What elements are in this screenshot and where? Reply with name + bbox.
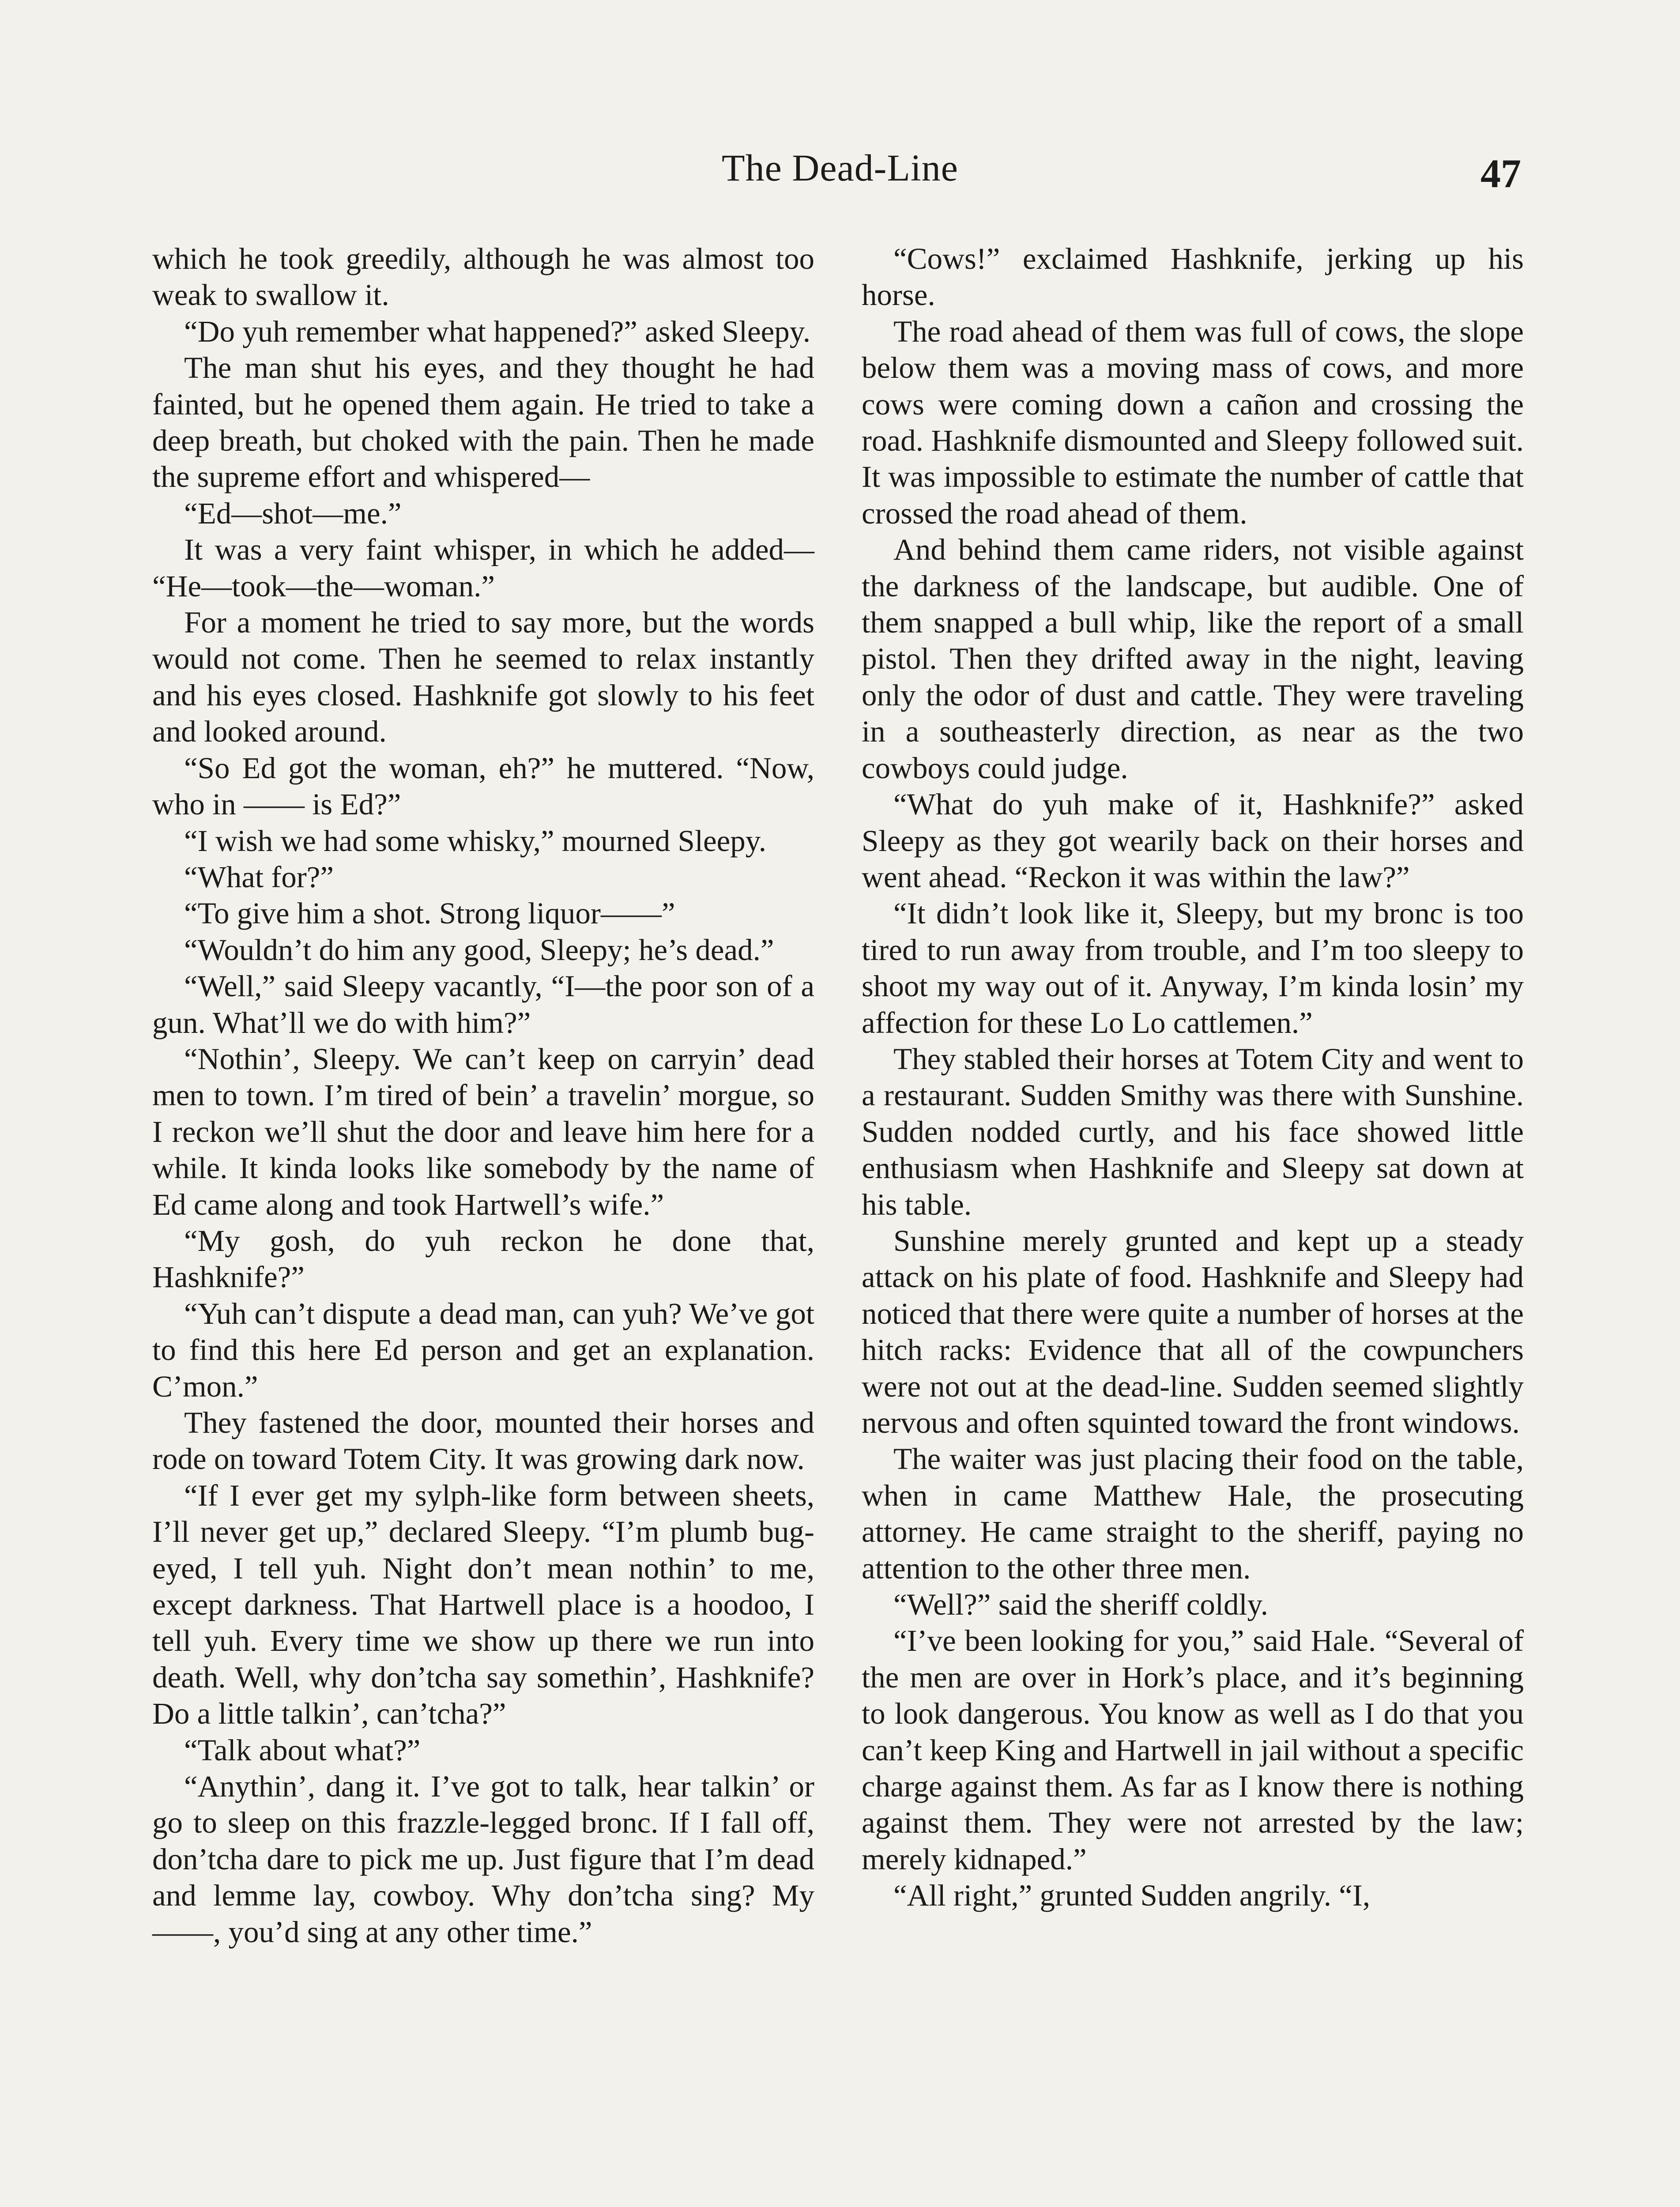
paragraph: “Ed—shot—me.” [184, 496, 402, 530]
paragraph: “If I ever get my sylph-like form between sheets, I’ll never get up,” declared Sleepy. “I’m plumb bug-eyed, I tell yuh. Night don’t mean nothin’ to me, except darkness. That Hartwell place is a hoodoo, I tell yuh. Every time we show up there we run into death. Well, why don’tcha say somethin’, Hashknife? Do a little talkin’, can’tcha?” [152, 1478, 814, 1731]
paragraph: “Well,” said Sleepy vacantly, “I—the poor son of a gun. What’ll we do with him?” [152, 969, 814, 1039]
paragraph: “I’ve been looking for you,” said Hale. “Several of the men are over in Hork’s place, and it’s beginning to look dangerous. You know as well as I do that you can’t keep King and Hartwell in jail without a specific charge against them. As far as I know there is nothing against them. They were not arrested by the law; merely kidnaped.” [862, 1624, 1524, 1876]
paragraph: “Talk about what?” [184, 1733, 421, 1767]
paragraph: “What do yuh make of it, Hashknife?” asked Sleepy as they got wearily back on their horses and went ahead. “Reckon it was within the law?” [862, 787, 1524, 894]
paragraph: “Yuh can’t dispute a dead man, can yuh? We’ve got to find this here Ed person and get an explanation. C’mon.” [152, 1296, 814, 1403]
paragraph: “My gosh, do yuh reckon he done that, Hashknife?” [152, 1224, 814, 1294]
paragraph: “Wouldn’t do him any good, Sleepy; he’s dead.” [184, 933, 774, 967]
paragraph: which he took greedily, although he was almost too weak to swallow it. [152, 242, 814, 312]
paragraph: They stabled their horses at Totem City and went to a restaurant. Sudden Smithy was there with Sunshine. Sudden nodded curtly, and his face showed little enthusiasm when Hashknife and Sleepy sat down at his table. [862, 1042, 1524, 1221]
paragraph: “Cows!” exclaimed Hashknife, jerking up his horse. [862, 242, 1524, 312]
paragraph: The man shut his eyes, and they thought he had fainted, but he opened them again. He tried to take a deep breath, but choked with the pain. Then he made the supreme effort and whispered— [152, 351, 814, 494]
paragraph: They fastened the door, mounted their horses and rode on toward Totem City. It was growing dark now. [152, 1406, 814, 1476]
paragraph: “Nothin’, Sleepy. We can’t keep on carryin’ dead men to town. I’m tired of bein’ a travelin’ morgue, so I reckon we’ll shut the door and leave him here for a while. It kinda looks like somebody by the name of Ed came along and took Hartwell’s wife.” [152, 1042, 814, 1221]
paragraph: “Anythin’, dang it. I’ve got to talk, hear talkin’ or go to sleep on this frazzle-legged bronc. If I fall off, don’tcha dare to pick me up. Just figure that I’m dead and lemme lay, cowboy. Why don’tcha sing? My ——, you’d sing at any other time.” [152, 1770, 814, 1949]
left-text-column [152, 241, 814, 1950]
paragraph: And behind them came riders, not visible against the darkness of the landscape, but audible. One of them snapped a bull whip, like the report of a small pistol. Then they drifted away in the night, leaving only the odor of dust and cattle. They were traveling in a southeasterly direction, as near as the two cowboys could judge. [862, 533, 1524, 785]
paragraph: “Do yuh remember what happened?” asked Sleepy. [184, 314, 811, 348]
paragraph: The waiter was just placing their food on the table, when in came Matthew Hale, the prosecuting attorney. He came straight to the sheriff, paying no attention to the other three men. [862, 1442, 1524, 1585]
right-text-column [862, 241, 1524, 1914]
paragraph: It was a very faint whisper, in which he added— “He—took—the—woman.” [152, 533, 814, 603]
paragraph: For a moment he tried to say more, but the words would not come. Then he seemed to relax instantly and his eyes closed. Hashknife got slowly to his feet and looked around. [152, 606, 814, 749]
paragraph: “All right,” grunted Sudden angrily. “I, [893, 1879, 1371, 1913]
paragraph: “To give him a shot. Strong liquor——” [184, 896, 675, 930]
paragraph: “It didn’t look like it, Sleepy, but my bronc is too tired to run away from trouble, and I’m too sleepy to shoot my way out of it. Anyway, I’m kinda losin’ my affection for these Lo Lo cattlemen.” [862, 896, 1524, 1039]
paragraph: The road ahead of them was full of cows, the slope below them was a moving mass of cows, and more cows were coming down a cañon and crossing the road. Hashknife dismounted and Sleepy followed suit. It was impossible to estimate the number of cattle that crossed the road ahead of them. [862, 314, 1524, 530]
paragraph: “What for?” [184, 860, 334, 894]
paragraph: Sunshine merely grunted and kept up a steady attack on his plate of food. Hashknife and Sleepy had noticed that there were quite a number of horses at the hitch racks: Evidence that all of the cowpunchers were not out at the dead-line. Sudden seemed slightly nervous and often squinted toward the front windows. [862, 1224, 1524, 1439]
page-number: 47 [1480, 151, 1521, 196]
running-head-title: The Dead-Line [722, 147, 958, 189]
paragraph: “Well?” said the sheriff coldly. [893, 1588, 1268, 1622]
paragraph: “So Ed got the woman, eh?” he muttered. “Now, who in —— is Ed?” [152, 751, 814, 821]
paragraph: “I wish we had some whisky,” mourned Sleepy. [184, 824, 767, 858]
